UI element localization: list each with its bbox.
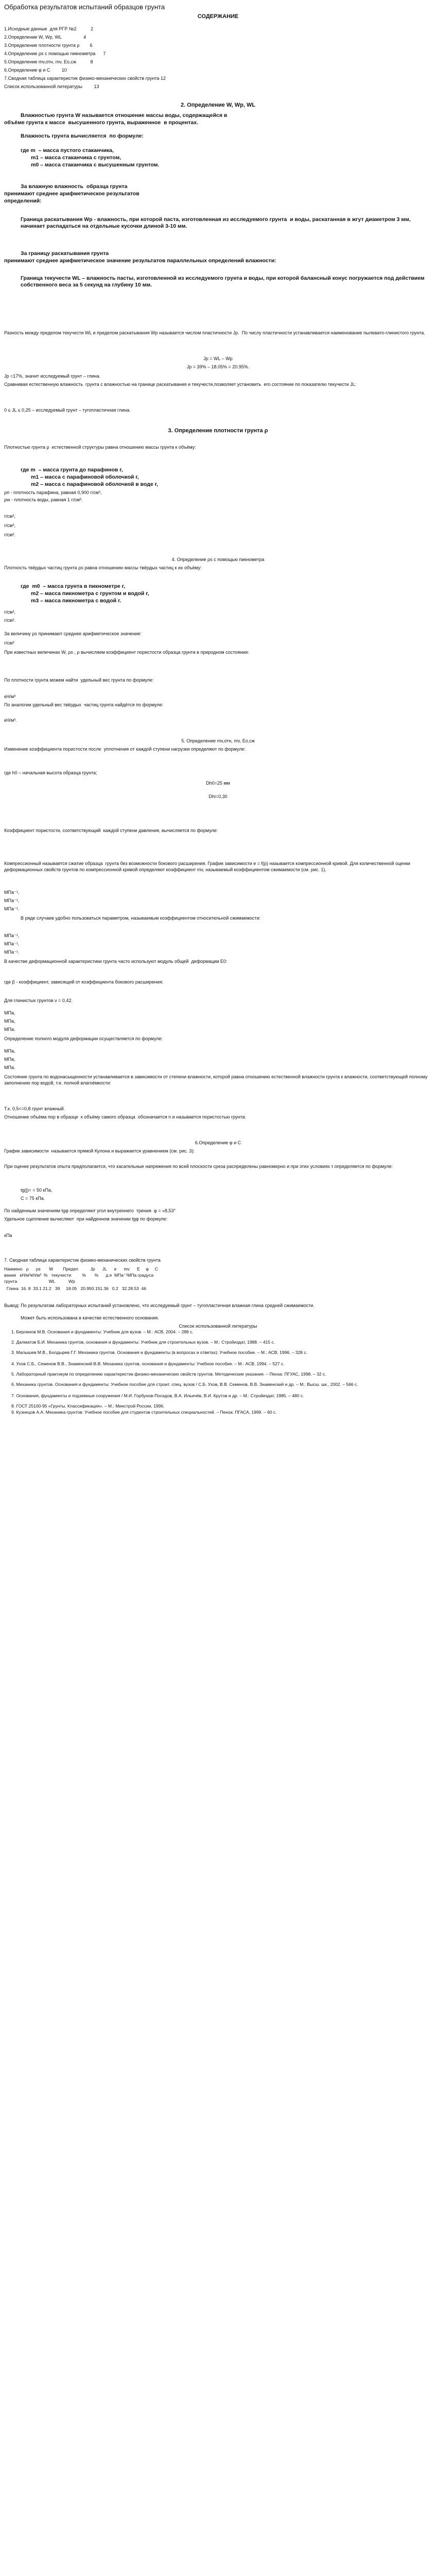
reference-item: 1. Берлинов М.В. Основания и фундаменты: Учебник для вузов. – М.: АСВ, 2004. – 288 с.	[11, 1329, 194, 1334]
unit-value: кН/м³	[4, 694, 16, 699]
formula-legend: где m0 – масса грунта в пикнометре г,	[21, 583, 126, 589]
paragraph: определений:	[4, 198, 42, 204]
reference-item: 3. Малышев М.В., Болдырев Г.Г. Механика грунтов. Основания и фундаменты (в вопросах и ответах): Учебное пособие. – М.: АСВ, 1996. – 328 с.	[11, 1350, 308, 1355]
reference-item: 6. Механика грунтов. Основания и фундаменты: Учебное пособие для строит. спец. вузов / С.Б. Ухов, В.В. Семенов, В.В. Знаменский и др. – М.: Высш. шк., 2002. – 566 с.	[11, 1382, 358, 1387]
unit-value: кПа	[4, 1233, 12, 1238]
formula-legend: где m – масса пустого стаканчика,	[21, 147, 114, 154]
formula-legend: m3 – масса пикнометра с водой г.	[31, 598, 121, 604]
section-6-heading: 6.Определение φ и С	[195, 1140, 241, 1145]
section-5-heading: 5. Определение mv,отн, mv, Eo,cж	[181, 738, 255, 743]
paragraph: За величину ρs принимают среднее арифметическое значение:	[4, 631, 142, 636]
paragraph: Коэффициент пористости, соответствующий каждой ступени давления, вычисляется по формуле:	[4, 828, 218, 833]
reference-item: 5. Лабораторный практикум по определению характеристик физико-механических свойств грунтов. Методические указания. – Пенза: ПГУАС, 1998. – 32 с.	[11, 1371, 326, 1377]
paragraph: В ряде случаев удобно пользоваться параметром, называемым коэффициентом относительной сжимаемости:	[21, 916, 260, 921]
paragraph: где h0 – начальная высота образца грунта;	[4, 770, 97, 775]
references-heading: Список использованной литературы	[179, 1324, 257, 1329]
paragraph: Граница раскатывания Wp - влажность, при которой паста, изготовленная из исследуемого грунта и воды, раскатанная в жгут диаметром 3 мм, начинает распадаться на отдельные кусочки длиной 3-10 мм.	[21, 216, 412, 229]
paragraph: За влажную влажность образца грунта	[21, 183, 128, 190]
toc-item: Список использованной литературы 13	[4, 84, 99, 89]
conclusion: Может быть использована в качестве естественного основания.	[21, 1315, 159, 1320]
toc-item: 3.Определение плотности грунта ρ 6	[4, 43, 93, 48]
paragraph: Для глинистых грунтов ν = 0,42.	[4, 998, 73, 1003]
toc-item: 1.Исходные данные для РГР №2 2	[4, 26, 93, 31]
paragraph: Влажностью грунта W называется отношение массы воды, содержащейся в	[21, 112, 228, 118]
summary-table-row: Наимено ρ ρs W Предел Jp JL e mv E φ C	[4, 1266, 158, 1272]
unit-value: МПа⁻¹.	[4, 906, 20, 911]
unit-value: МПа⁻¹,	[4, 933, 20, 938]
paragraph: За границу раскатывания грунта	[21, 250, 109, 257]
section-4-heading: 4. Определение ρs с помощью пикнометра	[171, 557, 265, 562]
unit-value: МПа,	[4, 1048, 15, 1054]
paragraph: принимают среднее арифметическое значение результатов параллельных определений влажности:	[4, 258, 276, 264]
paragraph: При оценке результатов опыта предполагается, что касательные напряжения по всей плоскости среза распределены равномерно и при этих условиях τ определяется по формуле:	[4, 1164, 393, 1169]
paragraph: При известных величинах W, ρs , ρ вычисляем коэффициент пористости образца грунта в природном состоянии:	[4, 650, 249, 655]
paragraph: Изменение коэффициента пористости после уплотнения от каждой ступени нагрузки определяют по формуле:	[4, 747, 246, 752]
unit-value: МПа⁻¹,	[4, 898, 20, 903]
paragraph: По аналогии удельный вес твёрдых частиц грунта найдётся по формуле:	[4, 702, 164, 707]
unit-value: МПа.	[4, 1027, 15, 1032]
section-7-heading: 7. Сводная таблица характеристик физико-механических свойств грунта	[4, 1258, 161, 1263]
value: tg(j)= = 50 кПа,	[21, 1188, 53, 1193]
paragraph: принимают среднее арифметическое результатов	[4, 191, 139, 197]
paragraph: В качестве деформационной характеристики грунта часто используют модуль общей деформации E0:	[4, 959, 228, 964]
unit-value: г/см³,	[4, 523, 15, 528]
paragraph: По найденным значениям tgφ определяют угол внутреннего трения φ = «8,53°	[4, 1208, 176, 1213]
paragraph: Компрессионный называется сжатие образца грунта без возможности бокового расширения. График зависимости e = f(p) называется компрессионной кривой. Для количественной оценки деформационных свойств грунтов по компрессионной кривой определяют коэффициент mv, называемый коэффициентом сжимаемости (см. рис. 1).	[4, 861, 412, 872]
unit-value: г/см³	[4, 640, 14, 646]
paragraph: График зависимости называется прямой Кулона и выражается уравнением (см. рис. 3):	[4, 1148, 195, 1154]
paragraph: Плотностью грунта ρ естественной структуры равна отношению массы грунта к объёму:	[4, 445, 196, 450]
formula-legend: где m – масса грунта до парафинов г,	[21, 467, 123, 473]
formula-legend: m2 – масса с парафиновой оболочкой в воде г,	[31, 481, 159, 487]
paragraph: Плотность твёрдых частиц грунта ρs равна отношению массы твёрдых частиц к их объёму:	[4, 565, 202, 570]
unit-value: МПа⁻¹,	[4, 941, 20, 946]
paragraph: Т.к. 0,5<=0,8 грунт влажный.	[4, 1106, 65, 1111]
formula: Jp = WL – Wp	[203, 356, 233, 361]
value: Dhi=0,30	[208, 794, 228, 799]
formula-legend: m0 – масса стаканчика с высушенным грунтом.	[31, 162, 160, 168]
section-2-heading: 2. Определение W, Wp, WL	[180, 102, 256, 108]
value: C = 75 кПа.	[21, 1196, 45, 1201]
toc-item: 5.Определение mv,отн, mv, Eo,cж 8	[4, 59, 93, 64]
paragraph: Разность между пределом текучести WL и пределом раскатывания Wp называется числом пластичности Jp. По числу пластичности устанавливается наименование пылевато-глинистого грунта.	[4, 330, 425, 335]
unit-value: МПа⁻¹.	[4, 950, 20, 955]
conclusion: Вывод: По результатам лабораторных испытаний установлено, что исследуемый грунт – тугопластичная влажная глина средней сжимаемости.	[4, 1303, 315, 1308]
unit-value: МПа,	[4, 1019, 15, 1024]
summary-table-row: вание кН/м³кН/м³ % текучести % % д.е МПа⁻¹МПа градуса	[4, 1273, 154, 1278]
summary-table-row: Глина 16. 8 33.1 21.2 39 18.05 20.950.151.36 0.2 32.28.53 46	[4, 1286, 147, 1291]
reference-item: 2. Далматов Б.И. Механика грунтов, основания и фундаменты: Учебник для строительных вузов. – М.: Стройиздат, 1988. – 415 с.	[11, 1340, 275, 1345]
formula-legend: m1 – масса с парафиновой оболочкой г,	[31, 474, 139, 480]
unit-value: кН/м³.	[4, 718, 17, 723]
paragraph: Удельное сцепление вычисляют при найденном значении tgφ по формуле:	[4, 1216, 168, 1222]
toc-item: 7.Сводная таблица характеристик физико-механических свойств грунта 12	[4, 76, 166, 81]
unit-value: МПа,	[4, 1057, 15, 1062]
paragraph: Сравнивая естественную влажность грунта с влажностью на границе раскатывания и текучести,позволяет установить его состояние по показателю текучести JL:	[4, 382, 357, 387]
paragraph: Отношение объёма пор в образце к объёму самого образца обозначается n и называется пористостью грунта:	[4, 1114, 247, 1120]
unit-value: г/см³,	[4, 514, 15, 519]
paragraph: По плотности грунта можем найти удельный вес грунта по формуле:	[4, 677, 154, 683]
unit-value: МПа,	[4, 1010, 15, 1015]
section-3-heading: 3. Определение плотности грунта ρ	[168, 428, 268, 434]
paragraph: 0 ≤ JL ≤ 0,25 – исследуемый грунт – тугопластичная глина.	[4, 408, 131, 413]
unit-value: МПа.	[4, 1065, 15, 1070]
paragraph: Граница текучести WL – влажность пасты, изготовленной из исследуемого грунта и воды, при которой балансный конус погружается под действием собственного веса за 5 секунд на глубину 10 мм.	[21, 275, 426, 288]
reference-item: 4. Ухов С.Б., Семенов В.В., Знаменский В.В. Механика грунтов, основания и фундаменты: Учебное пособие. – М.: АСВ, 1994. – 527 с.	[11, 1361, 285, 1366]
paragraph: Определение полного модуля деформации осуществляется по формуле:	[4, 1036, 163, 1041]
unit-value: г/см³,	[4, 609, 15, 615]
toc-item: 4.Определение ρs с помощью пикнометра 7	[4, 51, 106, 56]
unit-value: г/см³.	[4, 532, 15, 537]
toc-item: 6.Определение φ и C 10	[4, 67, 67, 73]
summary-table-row: грунта WL Wp	[4, 1279, 75, 1284]
unit-value: г/см³.	[4, 618, 15, 623]
contents-heading: СОДЕРЖАНИЕ	[197, 13, 239, 20]
paragraph: Состояние грунта по водонасыщенности устанавливается в зависимости от степени влажности, которой равна отношению естественной влажности грунта к влажности, соответствующей полному заполнению пор водой, т.е. полной влагоёмкости:	[4, 1074, 429, 1086]
toc-item: 2.Определение W, Wp, WL 4	[4, 35, 86, 40]
formula-legend: m2 – масса пикнометра с грунтом и водой г,	[31, 590, 149, 597]
value: Dh0=25 мм	[206, 781, 230, 786]
paragraph: Влажность грунта вычисляется по формуле:	[21, 133, 144, 139]
formula-legend: m1 – масса стаканчика с грунтом,	[31, 155, 121, 161]
document-title: Обработка результатов испытаний образцов грунта	[4, 3, 165, 11]
unit-value: МПа⁻¹,	[4, 890, 20, 895]
paragraph: где β - коэффициент, зависящий от коэффициента бокового расширения;	[4, 979, 164, 985]
formula-legend: ρw - плотность воды, равная 1 г/см³.	[4, 497, 83, 502]
formula-legend: ρп - плотность парафина, равная 0,900 г/см³,	[4, 490, 102, 495]
formula: Jp = 39% – 18.05% = 20.95%.	[186, 364, 250, 369]
paragraph: Jp =17%, значит исследуемый грунт – глина.	[4, 374, 101, 379]
paragraph: объёме грунта к массе высушенного грунта, выраженное в процентах.	[4, 120, 199, 126]
reference-item: 7. Основания, фундаменты и подземные сооружения / М.И. Горбунов-Посадов, В.А. Ильичёв, В.И. Крутов и др. – М.: Стройиздат, 1985. – 480 с.	[11, 1393, 304, 1398]
reference-item: 8. ГОСТ 25100-95 «Грунты. Классификация». – М.: Минстрой России, 1996.	[11, 1403, 165, 1409]
reference-item: 9. Кузнецов А.А. Механика грунтов: Учебное пособие для студентов строительных специальностей. – Пенза: ПГАСА, 1999. – 60 с.	[11, 1410, 277, 1415]
